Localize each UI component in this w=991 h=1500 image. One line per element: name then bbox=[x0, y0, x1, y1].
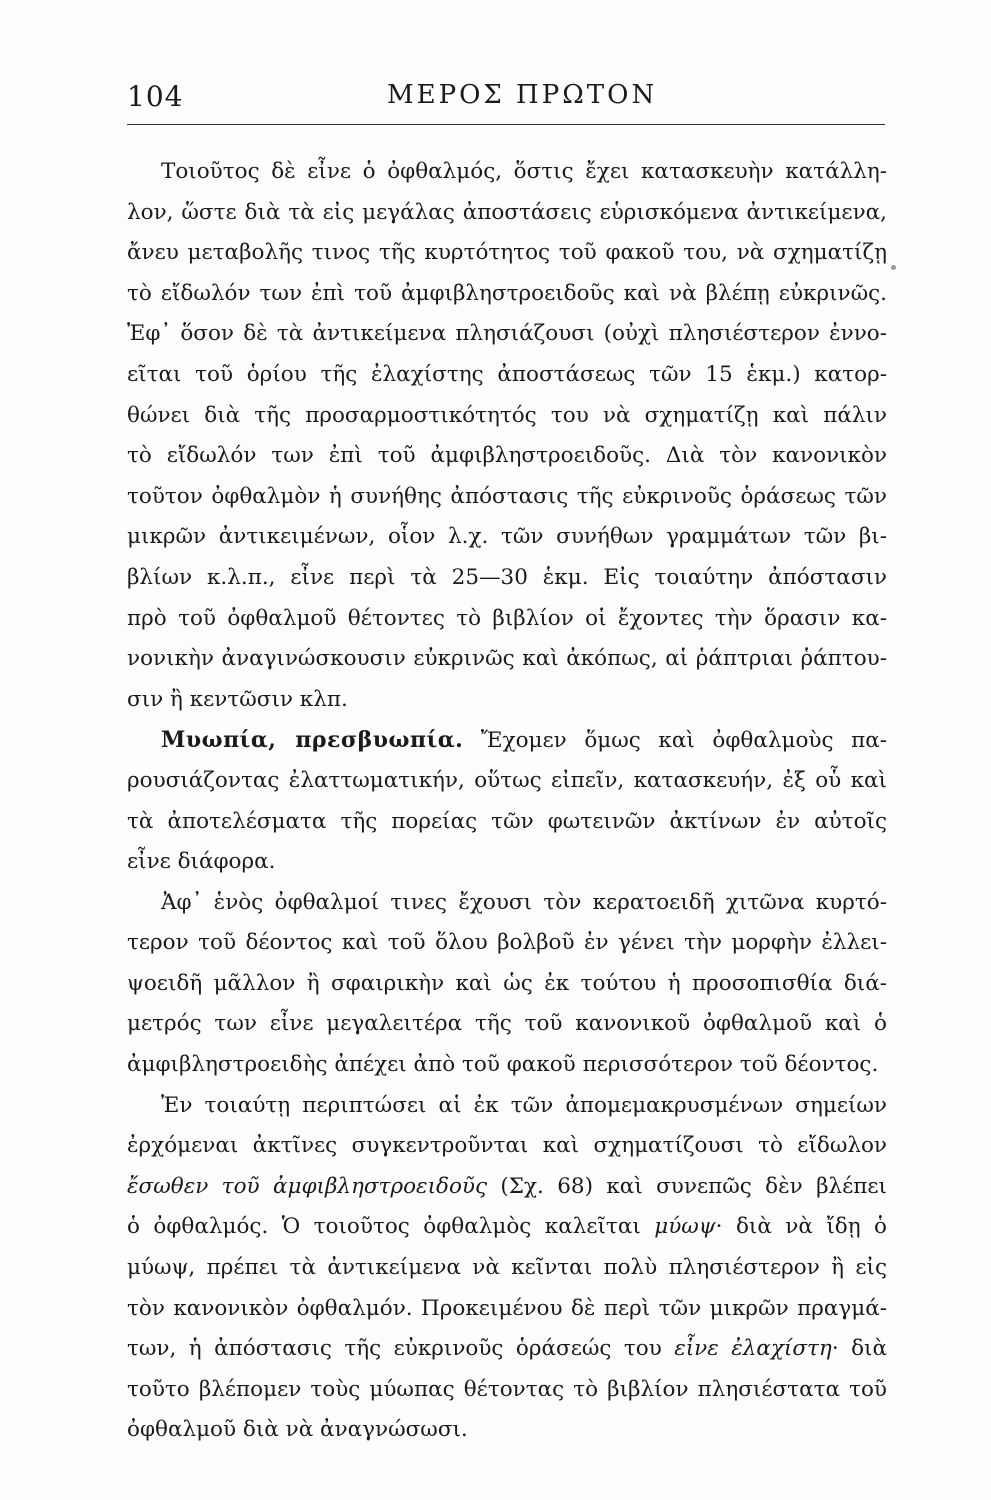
text-line: μικρῶν ἀντικειμένων, οἷον λ.χ. τῶν συνήθων γραμμάτων τῶν βι- bbox=[127, 524, 887, 550]
text-line: τοῦτον ὀφθαλμὸν ἡ συνήθης ἀπόστασις τῆς εὐκρινοῦς ὁράσεως τῶν bbox=[127, 483, 887, 509]
text-line: τὸ εἴδωλόν των ἐπὶ τοῦ ἀμφιβληστροειδοῦς. Διὰ τὸν κανονικὸν bbox=[127, 443, 887, 469]
text-line: σιν ἢ κεντῶσιν κλπ. bbox=[127, 686, 348, 712]
text-run: · διὰ νὰ ἴδῃ ὁ bbox=[715, 1214, 887, 1240]
italic-run: ἔσωθεν τοῦ ἀμφιβληστροειδοῦς bbox=[127, 1173, 488, 1199]
text-line: εἶνε διάφορα. bbox=[127, 849, 276, 875]
section-heading-line bbox=[127, 720, 887, 761]
page-header bbox=[127, 74, 887, 114]
text-line bbox=[127, 1329, 887, 1370]
text-line: Ἐφ᾽ ὅσον δὲ τὰ ἀντικείμενα πλησιάζουσι (οὐχὶ πλησιέστερον ἐννο- bbox=[127, 321, 887, 347]
text-line bbox=[127, 1167, 887, 1208]
text-run: · διὰ bbox=[831, 1336, 887, 1362]
italic-run: εἶνε ἐλαχίστη bbox=[674, 1336, 832, 1362]
text-line: ὀφθαλμοῦ διὰ νὰ ἀναγνώσωσι. bbox=[127, 1417, 468, 1443]
text-line: μύωψ, πρέπει τὰ ἀντικείμενα νὰ κεῖνται πολὺ πλησιέστερον ἢ εἰς bbox=[127, 1255, 887, 1281]
section-heading: Μυωπία, πρεσβυωπία. bbox=[161, 727, 464, 754]
text-line bbox=[127, 1207, 887, 1248]
page-number: 104 bbox=[127, 80, 184, 113]
text-line: τὰ ἀποτελέσματα τῆς πορείας τῶν φωτεινῶν ἀκτίνων ἐν αὐτοῖς bbox=[127, 808, 887, 834]
text-line: ρουσιάζοντας ἐλαττωματικήν, οὕτως εἰπεῖν, κατασκευήν, ἐξ οὗ καὶ bbox=[127, 767, 887, 793]
text-line: τὸν κανονικὸν ὀφθαλμόν. Προκειμένου δὲ περὶ τῶν μικρῶν πραγμά- bbox=[127, 1295, 887, 1321]
text-line: Ἀφ᾽ ἑνὸς ὀφθαλμοί τινες ἔχουσι τὸν κερατοειδῆ χιτῶνα κυρτό- bbox=[161, 889, 887, 915]
text-line: νονικὴν ἀναγινώσκουσιν εὐκρινῶς καὶ ἀκόπως, αἱ ῥάπτριαι ῥάπτου- bbox=[127, 646, 887, 672]
text-run: Ἔχομεν ὅμως καὶ ὀφθαλμοὺς πα- bbox=[480, 728, 887, 754]
text-run: ὁ ὀφθαλμός. Ὁ τοιοῦτος ὀφθαλμὸς καλεῖται bbox=[127, 1214, 655, 1240]
text-line: Ἐν τοιαύτῃ περιπτώσει αἱ ἐκ τῶν ἀπομεμακρυσμένων σημείων bbox=[161, 1092, 887, 1118]
text-line: βλίων κ.λ.π., εἶνε περὶ τὰ 25—30 ἑκμ. Εἰς τοιαύτην ἀπόστασιν bbox=[127, 564, 887, 590]
body-text bbox=[127, 152, 887, 1451]
text-line: πρὸ τοῦ ὀφθαλμοῦ θέτοντες τὸ βιβλίον οἱ ἔχοντες τὴν ὅρασιν κα- bbox=[127, 605, 887, 631]
text-line: τερον τοῦ δέοντος καὶ τοῦ ὅλου βολβοῦ ἐν γένει τὴν μορφὴν ἐλλει- bbox=[127, 930, 887, 956]
text-line: ἀμφιβληστροειδὴς ἀπέχει ἀπὸ τοῦ φακοῦ περισσότερον τοῦ δέοντος. bbox=[127, 1052, 879, 1078]
text-line: τοῦτο βλέπομεν τοὺς μύωπας θέτοντας τὸ βιβλίον πλησιέστατα τοῦ bbox=[127, 1376, 887, 1402]
text-line: τὸ εἴδωλόν των ἐπὶ τοῦ ἀμφιβληστροειδοῦς καὶ νὰ βλέπῃ εὐκρινῶς. bbox=[127, 280, 887, 306]
text-line: ἐρχόμεναι ἀκτῖνες συγκεντροῦνται καὶ σχηματίζουσι τὸ εἴδωλον bbox=[127, 1133, 887, 1159]
text-line: ἄνευ μεταβολῆς τινος τῆς κυρτότητος τοῦ φακοῦ του, νὰ σχηματίζῃ bbox=[127, 240, 887, 266]
text-line: μετρός των εἶνε μεγαλειτέρα τῆς τοῦ κανονικοῦ ὀφθαλμοῦ καὶ ὁ bbox=[127, 1011, 887, 1037]
header-rule bbox=[127, 124, 885, 125]
italic-run: μύωψ bbox=[654, 1214, 716, 1240]
paper-speck bbox=[891, 265, 896, 270]
text-line: Τοιοῦτος δὲ εἶνε ὁ ὀφθαλμός, ὅστις ἔχει κατασκευὴν κατάλλη- bbox=[161, 159, 887, 184]
text-run: των, ἡ ἀπόστασις τῆς εὐκρινοῦς ὁράσεώς του bbox=[127, 1336, 675, 1362]
text-line: εῖται τοῦ ὁρίου τῆς ἐλαχίστης ἀποστάσεως τῶν 15 ἑκμ.) κατορ- bbox=[127, 361, 887, 387]
text-line: θώνει διὰ τῆς προσαρμοστικότητός του νὰ σχηματίζῃ καὶ πάλιν bbox=[127, 402, 887, 428]
text-line: λον, ὥστε διὰ τὰ εἰς μεγάλας ἀποστάσεις εὑρισκόμενα ἀντικείμενα, bbox=[127, 199, 887, 225]
text-line: ψοειδῆ μᾶλλον ἢ σφαιρικὴν καὶ ὡς ἐκ τούτου ἡ προσοπισθία διά- bbox=[127, 970, 887, 996]
running-title: ΜΕΡΟΣ ΠΡΩΤΟΝ bbox=[387, 80, 658, 110]
text-run: (Σχ. 68) καὶ συνεπῶς δὲν βλέπει bbox=[487, 1173, 887, 1199]
